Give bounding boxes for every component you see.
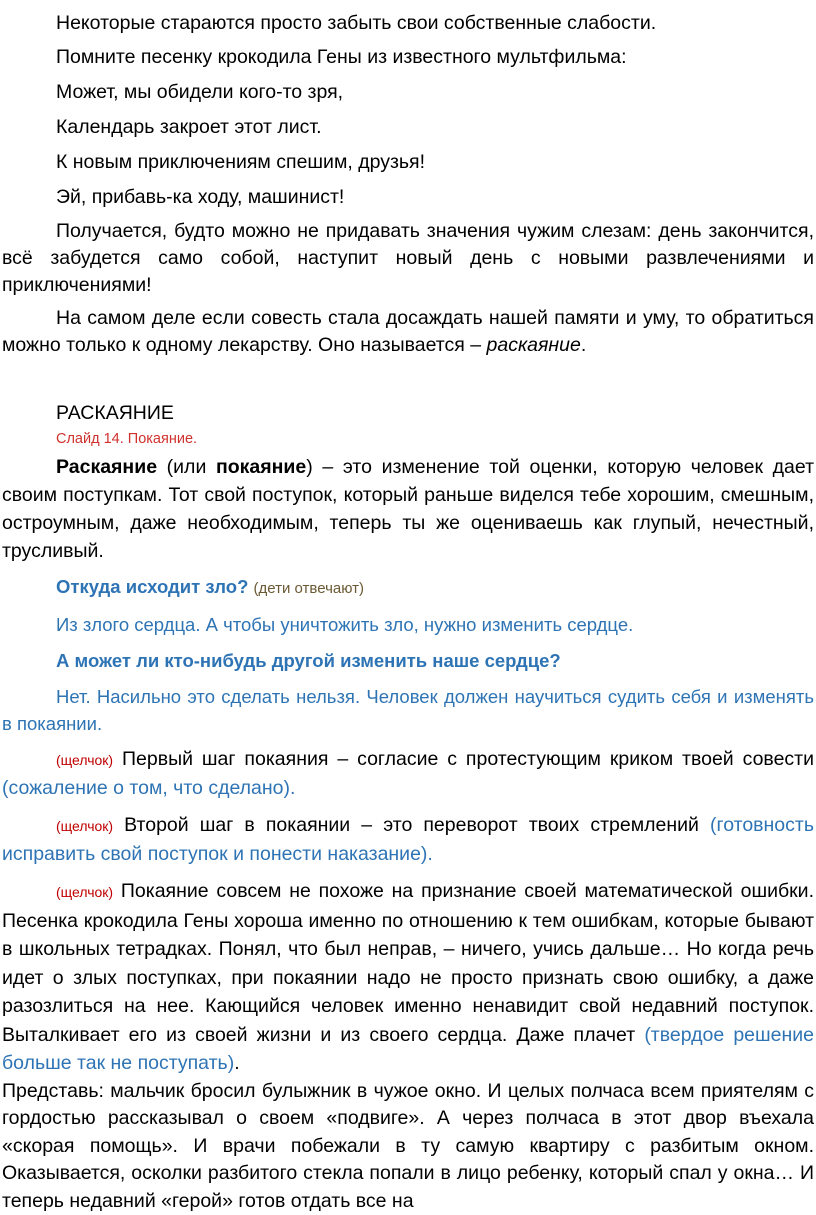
poem-line: Календарь закроет этот лист. <box>2 113 814 142</box>
poem-line: К новым приключениям спешим, друзья! <box>2 148 814 177</box>
conscience-text: На самом деле если совесть стала досаждать нашей памяти и уму, то обратиться можно только к одному лекарству. Оно называется – <box>2 307 814 356</box>
step-3-note: (твердое решение больше так не поступать) <box>2 1024 814 1075</box>
click-label: (щелчок) <box>56 752 113 768</box>
click-label: (щелчок) <box>56 884 113 900</box>
click-label: (щелчок) <box>56 818 113 834</box>
slide-label: Слайд 14. Покаяние. <box>2 428 814 450</box>
poem-line: Может, мы обидели кого-то зря, <box>2 78 814 107</box>
definition-mid: (или <box>157 456 216 478</box>
question-1 <box>2 573 814 603</box>
step-2-text: Второй шаг в покаянии – это переворот твоих стремлений <box>113 814 710 836</box>
term-raskayanie: Раскаяние <box>56 456 157 478</box>
conscience-end: . <box>581 334 586 356</box>
answer-1: Из злого сердца. А чтобы уничтожить зло, нужно изменить сердце. <box>2 611 814 639</box>
paragraph-conscience <box>2 305 814 359</box>
definition-rest: ) – это изменение той оценки, которую человек дает своим поступкам. Тот свой поступок, который раньше виделся тебе хорошим, смешным, остроумным, даже необходимым, теперь ты же оцениваешь как глупый, нечестный, трусливый. <box>2 456 814 562</box>
term-pokayanie: покаяние <box>216 456 306 478</box>
step-3-text: Покаяние совсем не похоже на признание своей математической ошибки. Песенка крокодила Гены хороша именно по отношению к тем ошибкам, которые бывают в школьных тетрадках. Понял, что был неправ, – ничего, учись дальше… Но когда речь идет о злых поступках, при покаянии надо не просто признать свою ошибку, а даже разозлиться на нее. Кающийся человек именно ненавидит свой недавний поступок. Выталкивает его из своей жизни и из своего сердца. Даже плачет <box>2 880 814 1046</box>
poem-line: Эй, прибавь-ка ходу, машинист! <box>2 183 814 212</box>
step-1-text: Первый шаг покаяния – согласие с протестующим криком твоей совести <box>113 748 814 770</box>
question-1-text: Откуда исходит зло? <box>56 576 248 597</box>
paragraph-tears: Получается, будто можно не придавать значения чужим слезам: день закончится, всё забудется само собой, наступит новый день с новыми развлечениями и приключениями! <box>2 218 814 299</box>
step-1 <box>2 745 814 802</box>
step-2 <box>2 811 814 868</box>
section-heading: РАСКАЯНИЕ <box>2 401 814 425</box>
text-line: Некоторые стараются просто забыть свои собственные слабости. <box>2 9 814 38</box>
repentance-word: раскаяние <box>487 334 581 356</box>
step-2-note: (готовность исправить свой поступок и понести наказание). <box>2 814 814 865</box>
answer-2: Нет. Насильно это сделать нельзя. Человек должен научиться судить себя и изменять в покаянии. <box>2 683 814 737</box>
question-2: А может ли кто-нибудь другой изменить наше сердце? <box>2 647 814 675</box>
step-3 <box>2 877 814 1078</box>
definition-paragraph <box>2 453 814 565</box>
step-1-note: (сожаление о том, что сделано). <box>2 777 295 799</box>
text-line: Помните песенку крокодила Гены из известного мультфильма: <box>2 43 814 72</box>
story-paragraph: Представь: мальчик бросил булыжник в чужое окно. И целых полчаса всем приятелям с гордостью рассказывал о своем «подвиге». А через полчаса в этот двор въехала «скорая помощь». И врачи побежали в ту самую квартиру с разбитым окном. Оказывается, осколки разбитого стекла попали в лицо ребенку, который спал у окна… И теперь недавний «герой» готов отдать все на <box>2 1078 814 1215</box>
question-1-note: (дети отвечают) <box>254 580 364 597</box>
step-3-end: . <box>234 1052 239 1074</box>
